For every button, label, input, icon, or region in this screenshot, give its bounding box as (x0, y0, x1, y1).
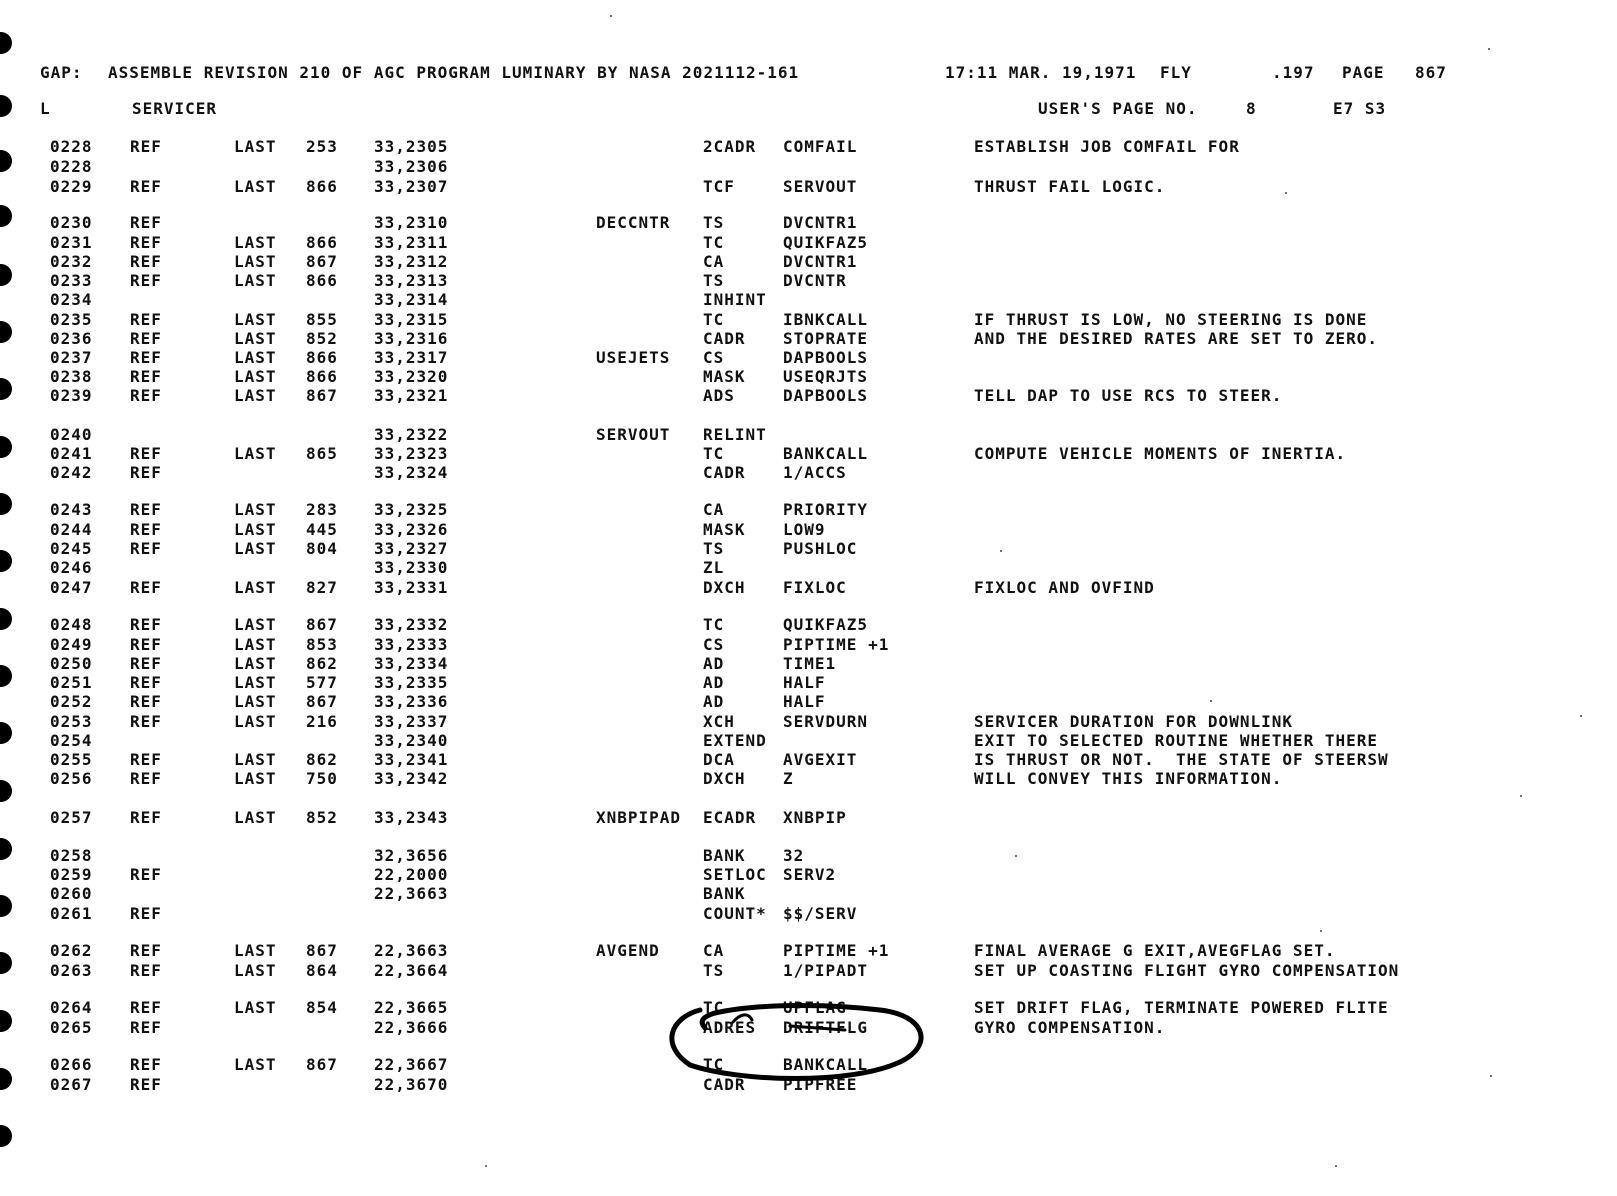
listing-lastnum-cell: 216 (306, 712, 338, 731)
listing-comment-cell: GYRO COMPENSATION. (974, 1018, 1166, 1037)
listing-label-cell: AVGEND (596, 941, 660, 960)
listing-lastnum-cell: 867 (306, 692, 338, 711)
listing-line-cell: 0239 (50, 386, 93, 405)
listing-addr-cell: 32,3656 (374, 846, 449, 865)
listing-addr-cell: 33,2323 (374, 444, 449, 463)
listing-line-cell: 0265 (50, 1018, 93, 1037)
listing-ref-cell: REF (130, 712, 162, 731)
listing-lastnum-cell: 827 (306, 578, 338, 597)
listing-addr-cell: 33,2326 (374, 520, 449, 539)
listing-operand-cell: XNBPIP (783, 808, 847, 827)
listing-addr-cell: 22,2000 (374, 865, 449, 884)
listing-last-cell: LAST (234, 348, 277, 367)
listing-operand-cell: IBNKCALL (783, 310, 869, 329)
listing-operand-cell: DRIFTFLG (783, 1018, 869, 1037)
listing-line-cell: 0242 (50, 463, 93, 482)
listing-ref-cell: REF (130, 271, 162, 290)
listing-op-cell: DXCH (703, 769, 746, 788)
listing-op-cell: CA (703, 252, 725, 271)
listing-ref-cell: REF (130, 1075, 162, 1094)
listing-op-cell: CA (703, 941, 725, 960)
listing-addr-cell: 33,2330 (374, 558, 449, 577)
listing-addr-cell: 33,2342 (374, 769, 449, 788)
listing-lastnum-cell: 853 (306, 635, 338, 654)
listing-ref-cell: REF (130, 615, 162, 634)
listing-line-cell: 0236 (50, 329, 93, 348)
listing-line-cell: 0250 (50, 654, 93, 673)
listing-operand-cell: DVCNTR1 (783, 213, 858, 232)
listing-last-cell: LAST (234, 500, 277, 519)
listing-addr-cell: 33,2306 (374, 157, 449, 176)
listing-operand-cell: FIXLOC (783, 578, 847, 597)
listing-addr-cell: 22,3664 (374, 961, 449, 980)
listing-operand-cell: QUIKFAZ5 (783, 233, 869, 252)
level-label: L (40, 99, 51, 118)
listing-op-cell: XCH (703, 712, 735, 731)
listing-op-cell: CADR (703, 329, 746, 348)
listing-ref-cell: REF (130, 578, 162, 597)
listing-op-cell: TC (703, 233, 725, 252)
listing-ref-cell: REF (130, 386, 162, 405)
listing-label-cell: DECCNTR (596, 213, 671, 232)
listing-line-cell: 0258 (50, 846, 93, 865)
listing-line-cell: 0253 (50, 712, 93, 731)
listing-line-cell: 0255 (50, 750, 93, 769)
listing-ref-cell: REF (130, 635, 162, 654)
listing-line-cell: 0228 (50, 157, 93, 176)
listing-op-cell: CS (703, 348, 725, 367)
listing-lastnum-cell: 867 (306, 1055, 338, 1074)
listing-line-cell: 0259 (50, 865, 93, 884)
listing-lastnum-cell: 862 (306, 750, 338, 769)
listing-addr-cell: 33,2305 (374, 137, 449, 156)
listing-last-cell: LAST (234, 329, 277, 348)
listing-op-cell: TS (703, 271, 725, 290)
listing-ref-cell: REF (130, 998, 162, 1017)
listing-op-cell: MASK (703, 520, 746, 539)
listing-label-cell: USEJETS (596, 348, 671, 367)
listing-comment-cell: SERVICER DURATION FOR DOWNLINK (974, 712, 1293, 731)
listing-operand-cell: AVGEXIT (783, 750, 858, 769)
listing-comment-cell: FINAL AVERAGE G EXIT,AVEGFLAG SET. (974, 941, 1336, 960)
listing-last-cell: LAST (234, 941, 277, 960)
listing-ref-cell: REF (130, 252, 162, 271)
listing-lastnum-cell: 854 (306, 998, 338, 1017)
listing-comment-cell: SET DRIFT FLAG, TERMINATE POWERED FLITE (974, 998, 1389, 1017)
document-title: ASSEMBLE REVISION 210 OF AGC PROGRAM LUMINARY BY NASA 2021112-161 (108, 63, 800, 82)
listing-line-cell: 0238 (50, 367, 93, 386)
listing-operand-cell: PIPFREE (783, 1075, 858, 1094)
listing-op-cell: BANK (703, 846, 746, 865)
listing-label-cell: SERVOUT (596, 425, 671, 444)
listing-addr-cell: 33,2336 (374, 692, 449, 711)
listing-addr-cell: 33,2322 (374, 425, 449, 444)
listing-op-cell: CADR (703, 463, 746, 482)
listing-last-cell: LAST (234, 520, 277, 539)
listing-addr-cell: 33,2324 (374, 463, 449, 482)
listing-line-cell: 0235 (50, 310, 93, 329)
listing-addr-cell: 33,2311 (374, 233, 449, 252)
listing-operand-cell: DAPBOOLS (783, 386, 869, 405)
listing-line-cell: 0229 (50, 177, 93, 196)
listing-last-cell: LAST (234, 539, 277, 558)
listing-comment-cell: FIXLOC AND OVFIND (974, 578, 1155, 597)
listing-op-cell: TCF (703, 177, 735, 196)
listing-operand-cell: PRIORITY (783, 500, 869, 519)
listing-line-cell: 0248 (50, 615, 93, 634)
listing-ref-cell: REF (130, 520, 162, 539)
listing-comment-cell: AND THE DESIRED RATES ARE SET TO ZERO. (974, 329, 1379, 348)
revision-code: E7 S3 (1333, 99, 1387, 118)
listing-addr-cell: 33,2343 (374, 808, 449, 827)
listing-lastnum-cell: 804 (306, 539, 338, 558)
listing-ref-cell: REF (130, 463, 162, 482)
listing-lastnum-cell: 866 (306, 233, 338, 252)
listing-last-cell: LAST (234, 578, 277, 597)
listing-op-cell: BANK (703, 884, 746, 903)
listing-line-cell: 0266 (50, 1055, 93, 1074)
listing-lastnum-cell: 283 (306, 500, 338, 519)
listing-lastnum-cell: 866 (306, 177, 338, 196)
listing-lastnum-cell: 852 (306, 808, 338, 827)
listing-lastnum-cell: 855 (306, 310, 338, 329)
listing-addr-cell: 33,2332 (374, 615, 449, 634)
listing-lastnum-cell: 867 (306, 615, 338, 634)
listing-ref-cell: REF (130, 769, 162, 788)
listing-line-cell: 0247 (50, 578, 93, 597)
listing-line-cell: 0261 (50, 904, 93, 923)
user-page-number: 8 (1246, 99, 1257, 118)
listing-last-cell: LAST (234, 386, 277, 405)
listing-op-cell: ECADR (703, 808, 757, 827)
listing-operand-cell: BANKCALL (783, 1055, 869, 1074)
listing-ref-cell: REF (130, 310, 162, 329)
listing-lastnum-cell: 750 (306, 769, 338, 788)
listing-operand-cell: UPFLAG (783, 998, 847, 1017)
listing-operand-cell: STOPRATE (783, 329, 869, 348)
listing-line-cell: 0244 (50, 520, 93, 539)
listing-last-cell: LAST (234, 808, 277, 827)
listing-addr-cell: 33,2317 (374, 348, 449, 367)
listing-last-cell: LAST (234, 177, 277, 196)
listing-lastnum-cell: 866 (306, 367, 338, 386)
listing-ref-cell: REF (130, 808, 162, 827)
listing-line-cell: 0262 (50, 941, 93, 960)
listing-lastnum-cell: 577 (306, 673, 338, 692)
listing-line-cell: 0228 (50, 137, 93, 156)
listing-addr-cell: 33,2335 (374, 673, 449, 692)
mode-label: FLY (1160, 63, 1192, 82)
listing-last-cell: LAST (234, 673, 277, 692)
listing-addr-cell: 22,3663 (374, 884, 449, 903)
listing-operand-cell: SERVOUT (783, 177, 858, 196)
listing-ref-cell: REF (130, 444, 162, 463)
listing-last-cell: LAST (234, 252, 277, 271)
listing-ref-cell: REF (130, 233, 162, 252)
listing-op-cell: TS (703, 539, 725, 558)
listing-lastnum-cell: 866 (306, 348, 338, 367)
listing-comment-cell: SET UP COASTING FLIGHT GYRO COMPENSATION (974, 961, 1400, 980)
listing-op-cell: ADRES (703, 1018, 757, 1037)
listing-lastnum-cell: 445 (306, 520, 338, 539)
listing-line-cell: 0237 (50, 348, 93, 367)
listing-op-cell: TC (703, 444, 725, 463)
listing-addr-cell: 33,2320 (374, 367, 449, 386)
listing-last-cell: LAST (234, 137, 277, 156)
listing-op-cell: AD (703, 692, 725, 711)
listing-line-cell: 0267 (50, 1075, 93, 1094)
listing-addr-cell: 33,2325 (374, 500, 449, 519)
listing-lastnum-cell: 864 (306, 961, 338, 980)
listing-ref-cell: REF (130, 1018, 162, 1037)
listing-operand-cell: DVCNTR1 (783, 252, 858, 271)
listing-ref-cell: REF (130, 904, 162, 923)
listing-lastnum-cell: 867 (306, 941, 338, 960)
listing-operand-cell: HALF (783, 673, 826, 692)
listing-lastnum-cell: 866 (306, 271, 338, 290)
listing-ref-cell: REF (130, 865, 162, 884)
listing-lastnum-cell: 867 (306, 252, 338, 271)
listing-comment-cell: THRUST FAIL LOGIC. (974, 177, 1166, 196)
listing-line-cell: 0252 (50, 692, 93, 711)
listing-addr-cell: 33,2310 (374, 213, 449, 232)
listing-last-cell: LAST (234, 310, 277, 329)
listing-operand-cell: 1/PIPADT (783, 961, 869, 980)
listing-operand-cell: LOW9 (783, 520, 826, 539)
listing-last-cell: LAST (234, 654, 277, 673)
listing-ref-cell: REF (130, 673, 162, 692)
user-page-label: USER'S PAGE NO. (1038, 99, 1198, 118)
listing-op-cell: DCA (703, 750, 735, 769)
listing-operand-cell: 32 (783, 846, 805, 865)
listing-line-cell: 0263 (50, 961, 93, 980)
listing-ref-cell: REF (130, 941, 162, 960)
listing-addr-cell: 33,2327 (374, 539, 449, 558)
listing-operand-cell: QUIKFAZ5 (783, 615, 869, 634)
listing-last-cell: LAST (234, 271, 277, 290)
listing-ref-cell: REF (130, 1055, 162, 1074)
listing-op-cell: ADS (703, 386, 735, 405)
listing-label-cell: XNBPIPAD (596, 808, 682, 827)
listing-op-cell: INHINT (703, 290, 767, 309)
section-title: SERVICER (132, 99, 218, 118)
listing-comment-cell: IS THRUST OR NOT. THE STATE OF STEERSW (974, 750, 1389, 769)
listing-line-cell: 0249 (50, 635, 93, 654)
listing-last-cell: LAST (234, 1055, 277, 1074)
listing-last-cell: LAST (234, 233, 277, 252)
listing-operand-cell: Z (783, 769, 794, 788)
listing-last-cell: LAST (234, 769, 277, 788)
listing-last-cell: LAST (234, 712, 277, 731)
listing-operand-cell: $$/SERV (783, 904, 858, 923)
listing-operand-cell: PIPTIME +1 (783, 635, 890, 654)
listing-addr-cell: 22,3667 (374, 1055, 449, 1074)
listing-operand-cell: PIPTIME +1 (783, 941, 890, 960)
listing-operand-cell: COMFAIL (783, 137, 858, 156)
listing-line-cell: 0257 (50, 808, 93, 827)
listing-addr-cell: 33,2314 (374, 290, 449, 309)
listing-comment-cell: WILL CONVEY THIS INFORMATION. (974, 769, 1283, 788)
listing-op-cell: TS (703, 213, 725, 232)
listing-line-cell: 0251 (50, 673, 93, 692)
listing-ref-cell: REF (130, 654, 162, 673)
listing-line-cell: 0264 (50, 998, 93, 1017)
listing-operand-cell: SERVDURN (783, 712, 869, 731)
listing-ref-cell: REF (130, 692, 162, 711)
listing-op-cell: TC (703, 615, 725, 634)
listing-op-cell: AD (703, 654, 725, 673)
listing-addr-cell: 33,2334 (374, 654, 449, 673)
listing-operand-cell: SERV2 (783, 865, 837, 884)
listing-comment-cell: EXIT TO SELECTED ROUTINE WHETHER THERE (974, 731, 1379, 750)
listing-op-cell: EXTEND (703, 731, 767, 750)
listing-addr-cell: 33,2340 (374, 731, 449, 750)
listing-addr-cell: 33,2307 (374, 177, 449, 196)
listing-last-cell: LAST (234, 692, 277, 711)
listing-addr-cell: 33,2313 (374, 271, 449, 290)
listing-lastnum-cell: 865 (306, 444, 338, 463)
listing-ref-cell: REF (130, 137, 162, 156)
listing-addr-cell: 33,2333 (374, 635, 449, 654)
listing-line-cell: 0231 (50, 233, 93, 252)
listing-operand-cell: 1/ACCS (783, 463, 847, 482)
listing-line-cell: 0241 (50, 444, 93, 463)
page-number: 867 (1415, 63, 1447, 82)
listing-last-cell: LAST (234, 615, 277, 634)
listing-op-cell: MASK (703, 367, 746, 386)
listing-ref-cell: REF (130, 367, 162, 386)
listing-operand-cell: USEQRJTS (783, 367, 869, 386)
listing-line-cell: 0234 (50, 290, 93, 309)
listing-op-cell: 2CADR (703, 137, 757, 156)
listing-addr-cell: 33,2315 (374, 310, 449, 329)
listing-ref-cell: REF (130, 539, 162, 558)
listing-ref-cell: REF (130, 177, 162, 196)
listing-operand-cell: PUSHLOC (783, 539, 858, 558)
code-label: .197 (1272, 63, 1315, 82)
listing-ref-cell: REF (130, 500, 162, 519)
listing-line-cell: 0246 (50, 558, 93, 577)
listing-ref-cell: REF (130, 213, 162, 232)
listing-ref-cell: REF (130, 750, 162, 769)
listing-comment-cell: IF THRUST IS LOW, NO STEERING IS DONE (974, 310, 1368, 329)
listing-lastnum-cell: 253 (306, 137, 338, 156)
listing-op-cell: RELINT (703, 425, 767, 444)
listing-comment-cell: ESTABLISH JOB COMFAIL FOR (974, 137, 1240, 156)
listing-op-cell: ZL (703, 558, 725, 577)
listing-op-cell: TC (703, 998, 725, 1017)
listing-lastnum-cell: 862 (306, 654, 338, 673)
listing-ref-cell: REF (130, 348, 162, 367)
listing-line-cell: 0256 (50, 769, 93, 788)
listing-last-cell: LAST (234, 635, 277, 654)
listing-line-cell: 0254 (50, 731, 93, 750)
listing-op-cell: TC (703, 1055, 725, 1074)
listing-addr-cell: 33,2341 (374, 750, 449, 769)
listing-last-cell: LAST (234, 998, 277, 1017)
listing-comment-cell: COMPUTE VEHICLE MOMENTS OF INERTIA. (974, 444, 1347, 463)
listing-line-cell: 0240 (50, 425, 93, 444)
listing-last-cell: LAST (234, 750, 277, 769)
listing-op-cell: SETLOC (703, 865, 767, 884)
listing-addr-cell: 33,2321 (374, 386, 449, 405)
listing-lastnum-cell: 867 (306, 386, 338, 405)
listing-addr-cell: 22,3663 (374, 941, 449, 960)
listing-op-cell: COUNT* (703, 904, 767, 923)
listing-ref-cell: REF (130, 329, 162, 348)
listing-addr-cell: 22,3665 (374, 998, 449, 1017)
gap-label: GAP: (40, 63, 83, 82)
listing-comment-cell: TELL DAP TO USE RCS TO STEER. (974, 386, 1283, 405)
listing-line-cell: 0243 (50, 500, 93, 519)
listing-operand-cell: TIME1 (783, 654, 837, 673)
timestamp: 17:11 MAR. 19,1971 (945, 63, 1137, 82)
listing-op-cell: AD (703, 673, 725, 692)
listing-line-cell: 0245 (50, 539, 93, 558)
listing-last-cell: LAST (234, 444, 277, 463)
listing-last-cell: LAST (234, 367, 277, 386)
listing-addr-cell: 22,3666 (374, 1018, 449, 1037)
listing-op-cell: CADR (703, 1075, 746, 1094)
listing-op-cell: CS (703, 635, 725, 654)
listing-op-cell: TS (703, 961, 725, 980)
listing-op-cell: CA (703, 500, 725, 519)
listing-op-cell: DXCH (703, 578, 746, 597)
listing-addr-cell: 22,3670 (374, 1075, 449, 1094)
listing-operand-cell: BANKCALL (783, 444, 869, 463)
listing-last-cell: LAST (234, 961, 277, 980)
listing-addr-cell: 33,2337 (374, 712, 449, 731)
listing-addr-cell: 33,2312 (374, 252, 449, 271)
listing-operand-cell: DVCNTR (783, 271, 847, 290)
listing-addr-cell: 33,2316 (374, 329, 449, 348)
listing-addr-cell: 33,2331 (374, 578, 449, 597)
listing-line-cell: 0232 (50, 252, 93, 271)
page-label: PAGE (1342, 63, 1385, 82)
listing-operand-cell: HALF (783, 692, 826, 711)
listing-lastnum-cell: 852 (306, 329, 338, 348)
listing-line-cell: 0233 (50, 271, 93, 290)
listing-line-cell: 0260 (50, 884, 93, 903)
listing-ref-cell: REF (130, 961, 162, 980)
listing-op-cell: TC (703, 310, 725, 329)
listing-operand-cell: DAPBOOLS (783, 348, 869, 367)
listing-line-cell: 0230 (50, 213, 93, 232)
